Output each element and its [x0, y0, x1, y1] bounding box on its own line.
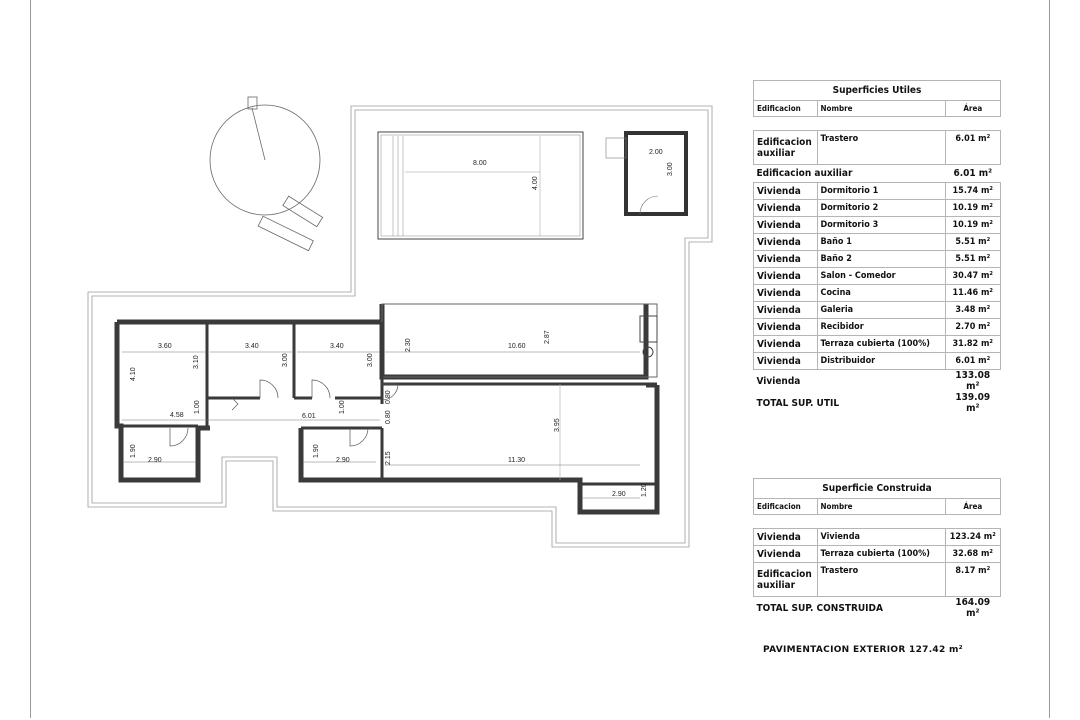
useful-area-title: Superficies Utiles: [754, 81, 1001, 101]
table-row-edificacion: Vivienda: [754, 217, 818, 234]
aux-edificacion: Edificacion auxiliar: [754, 131, 818, 165]
useful-area-table: [753, 80, 1001, 414]
hall-a-label: 4.58: [170, 412, 184, 419]
table-row-nombre: Cocina: [817, 285, 945, 302]
built-area-title: Superficie Construida: [754, 479, 1001, 499]
vivienda-subtotal-label: Vivienda: [756, 375, 801, 387]
table-row-edificacion: Vivienda: [754, 302, 818, 319]
table-row-area: 15.74 m²: [945, 183, 1000, 200]
table-row-nombre: Recibidor: [817, 319, 945, 336]
pool-length-label: 8.00: [473, 160, 487, 167]
table-row-edificacion: Vivienda: [754, 285, 818, 302]
room2-width-label: 3.40: [245, 343, 259, 350]
table-row-area: 11.46 m²: [945, 285, 1000, 302]
table-row-area: 30.47 m²: [945, 268, 1000, 285]
table-row-edificacion: Vivienda: [754, 268, 818, 285]
hall-a-depth-label: 1.00: [194, 400, 201, 414]
bath2-width-label: 2.90: [336, 457, 350, 464]
swimming-pool: [378, 132, 583, 239]
aux-subtotal-label: Edificacion auxiliar: [756, 168, 853, 179]
table-row-area: 6.01 m²: [945, 353, 1000, 370]
exterior-paving-total: PAVIMENTACION EXTERIOR 127.42 m²: [763, 645, 963, 655]
table-row-nombre: Distribuidor: [817, 353, 945, 370]
door-swings: [170, 380, 398, 446]
table-row-edificacion: Edificacion auxiliar: [754, 563, 818, 597]
living-width-label: 11.30: [508, 457, 525, 464]
bath1-width-label: 2.90: [148, 457, 162, 464]
living-side-label: 2.15: [385, 451, 392, 465]
table-row-nombre: Dormitorio 2: [817, 200, 945, 217]
living-depth-label: 3.95: [554, 418, 561, 432]
table-row-area: 123.24 m²: [945, 529, 1000, 546]
bath1-depth-label: 1.90: [130, 444, 137, 458]
terrace-depth-outer-label: 2.30: [405, 338, 412, 352]
table-row-nombre: Terraza cubierta (100%): [817, 546, 945, 563]
table-row-area: 5.51 m²: [945, 234, 1000, 251]
shed-depth-label: 3.00: [667, 162, 674, 176]
col-edificacion: Edificacion: [754, 101, 818, 117]
terrace-width-label: 10.60: [508, 343, 526, 350]
table-row-area: 8.17 m²: [945, 563, 1000, 597]
table-row-nombre: Dormitorio 1: [817, 183, 945, 200]
built-area-table: [753, 478, 1001, 619]
storage-shed: [606, 133, 686, 214]
room1-inner-label: 3.10: [193, 355, 200, 369]
table-row-nombre: Trastero: [817, 563, 945, 597]
table-row-area: 10.19 m²: [945, 217, 1000, 234]
room3-width-label: 3.40: [330, 343, 344, 350]
useful-total-area: 139.09 m²: [955, 392, 991, 414]
aux-nombre: Trastero: [817, 131, 945, 165]
col-nombre: Nombre: [817, 499, 945, 515]
col-edificacion: Edificacion: [754, 499, 818, 515]
table-row-area: 10.19 m²: [945, 200, 1000, 217]
table-row-edificacion: Vivienda: [754, 234, 818, 251]
table-row-area: 31.82 m²: [945, 336, 1000, 353]
table-row-edificacion: Vivienda: [754, 200, 818, 217]
table-row-nombre: Terraza cubierta (100%): [817, 336, 945, 353]
hall-d-depth-label: 0.80: [385, 410, 392, 424]
vivienda-subtotal-area: 133.08 m²: [955, 370, 991, 392]
table-row-edificacion: Vivienda: [754, 183, 818, 200]
table-row-edificacion: Vivienda: [754, 546, 818, 563]
table-row-nombre: Salon - Comedor: [817, 268, 945, 285]
table-row-area: 5.51 m²: [945, 251, 1000, 268]
pool-width-label: 4.00: [532, 176, 539, 190]
table-row-area: 32.68 m²: [945, 546, 1000, 563]
hall-c-depth-label: 0.80: [385, 390, 392, 404]
room3-depth-label: 3.00: [367, 353, 374, 367]
garden-umbrella: [210, 97, 320, 215]
terrace-depth-label: 2.87: [544, 330, 551, 344]
table-row-nombre: Vivienda: [817, 529, 945, 546]
table-row-edificacion: Vivienda: [754, 319, 818, 336]
table-row-edificacion: Vivienda: [754, 353, 818, 370]
table-row-nombre: Galeria: [817, 302, 945, 319]
table-row-edificacion: Vivienda: [754, 336, 818, 353]
table-row-nombre: Baño 1: [817, 234, 945, 251]
table-row-edificacion: Vivienda: [754, 529, 818, 546]
aux-subtotal-area: 6.01 m²: [953, 168, 993, 179]
room1-depth-label: 4.10: [130, 367, 137, 381]
room2-depth-label: 3.00: [282, 353, 289, 367]
bath2-depth-label: 1.90: [313, 444, 320, 458]
sun-loungers: [258, 196, 322, 251]
room1-width-label: 3.60: [158, 343, 172, 350]
col-nombre: Nombre: [817, 101, 945, 117]
table-row-area: 2.70 m²: [945, 319, 1000, 336]
gallery-depth-label: 1.20: [641, 483, 648, 497]
table-row-nombre: Baño 2: [817, 251, 945, 268]
col-area: Área: [945, 499, 1000, 515]
built-total-area: 164.09 m²: [955, 597, 991, 619]
col-area: Área: [945, 101, 1000, 117]
gallery-width-label: 2.90: [612, 491, 626, 498]
hall-b-label: 6.01: [302, 413, 316, 420]
built-total-label: TOTAL SUP. CONSTRUIDA: [756, 602, 883, 614]
hall-b-depth-label: 1.00: [339, 400, 346, 414]
table-row-nombre: Dormitorio 3: [817, 217, 945, 234]
shed-width-label: 2.00: [649, 149, 663, 156]
aux-area: 6.01 m²: [945, 131, 1000, 165]
terrace-outline: [382, 304, 657, 377]
table-row-area: 3.48 m²: [945, 302, 1000, 319]
table-row-edificacion: Vivienda: [754, 251, 818, 268]
useful-total-label: TOTAL SUP. UTIL: [756, 397, 840, 409]
